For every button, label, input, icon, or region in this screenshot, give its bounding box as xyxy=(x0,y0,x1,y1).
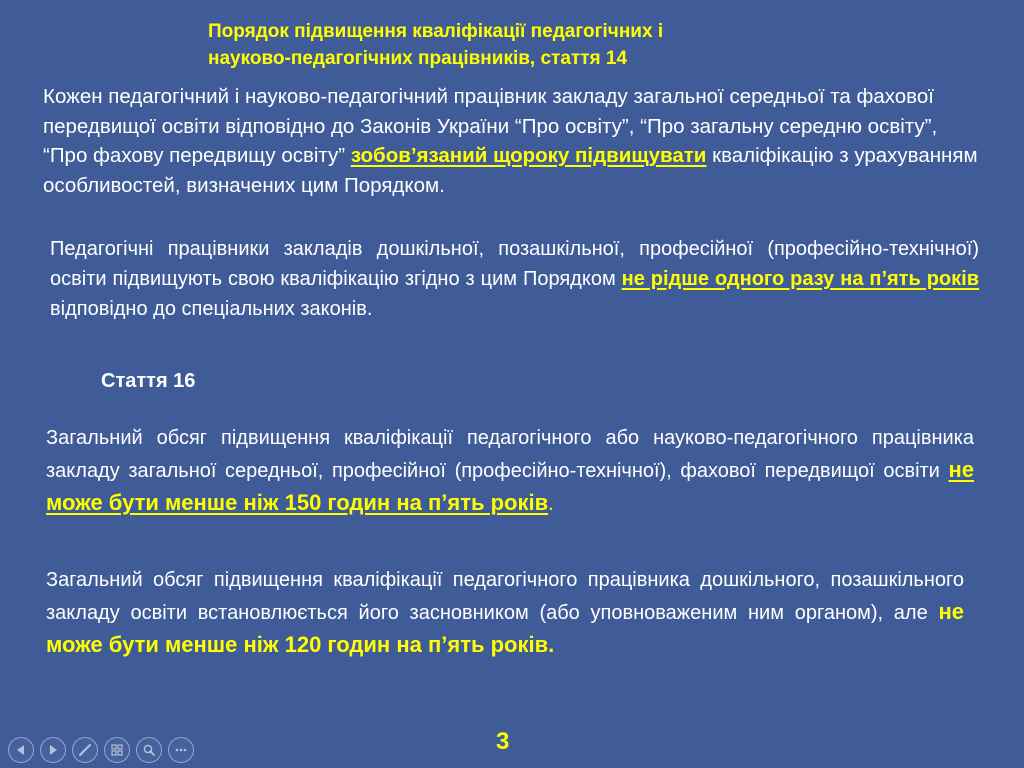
more-options-button[interactable] xyxy=(168,737,194,763)
previous-slide-icon xyxy=(14,743,28,757)
paragraph3-highlight: не може бути менше ніж 150 годин на п’ять років xyxy=(46,457,974,515)
paragraph1-highlight: зобов’язаний щороку підвищувати xyxy=(350,144,707,167)
more-options-icon xyxy=(174,743,188,757)
paragraph4-highlight: не може бути менше ніж 120 годин на п’ять років. xyxy=(46,599,964,657)
next-slide-button[interactable] xyxy=(40,737,66,763)
paragraph2-text-end: відповідно до спеціальних законів. xyxy=(50,298,373,320)
zoom-button[interactable] xyxy=(136,737,162,763)
page-number: 3 xyxy=(496,728,510,755)
slide-title xyxy=(208,18,808,72)
zoom-icon xyxy=(142,743,156,757)
slide-title-line1: Порядок підвищення кваліфікації педагогічних і xyxy=(208,21,664,42)
previous-slide-button[interactable] xyxy=(8,737,34,763)
article16-heading: Стаття 16 xyxy=(101,370,196,392)
article14-paragraph1 xyxy=(43,82,983,200)
paragraph3-text-end: . xyxy=(548,493,554,515)
paragraph2-text: Педагогічні працівники закладів дошкільної, позашкільної, професійної (професійно-технічної) освіти підвищують свою кваліфікацію згідно з цим Порядком xyxy=(50,238,979,290)
paragraph4-text: Загальний обсяг підвищення кваліфікації педагогічного працівника дошкільного, позашкільного закладу освіти встановлюється його засновником (або уповноваженим ним органом), але xyxy=(46,569,964,624)
slideshow-nav-toolbar xyxy=(8,737,194,763)
paragraph1-text-end: кваліфікацію з урахуванням особливостей, визначених цим Порядком. xyxy=(43,144,978,197)
paragraph3-text: Загальний обсяг підвищення кваліфікації педагогічного або науково-педагогічного працівника закладу загальної середньої, професійної (професійно-технічної), фахової передвищої освіти xyxy=(46,427,974,482)
article16-paragraph1 xyxy=(46,423,974,520)
article16-paragraph2 xyxy=(46,565,964,662)
slides-grid-icon xyxy=(110,743,124,757)
article14-paragraph2 xyxy=(50,234,979,324)
pen-button[interactable] xyxy=(72,737,98,763)
paragraph2-highlight: не рідше одного разу на п’ять років xyxy=(621,268,980,290)
slide-title-line2: науково-педагогічних працівників, стаття 14 xyxy=(208,48,628,69)
slides-grid-button[interactable] xyxy=(104,737,130,763)
next-slide-icon xyxy=(46,743,60,757)
pen-icon xyxy=(78,743,92,757)
paragraph1-text: Кожен педагогічний і науково-педагогічний працівник закладу загальної середньої та фахової передвищої освіти відповідно до Законів України “Про освіту”, “Про загальну середню освіту”, “Про фахову передвищу освіту” xyxy=(43,85,938,167)
